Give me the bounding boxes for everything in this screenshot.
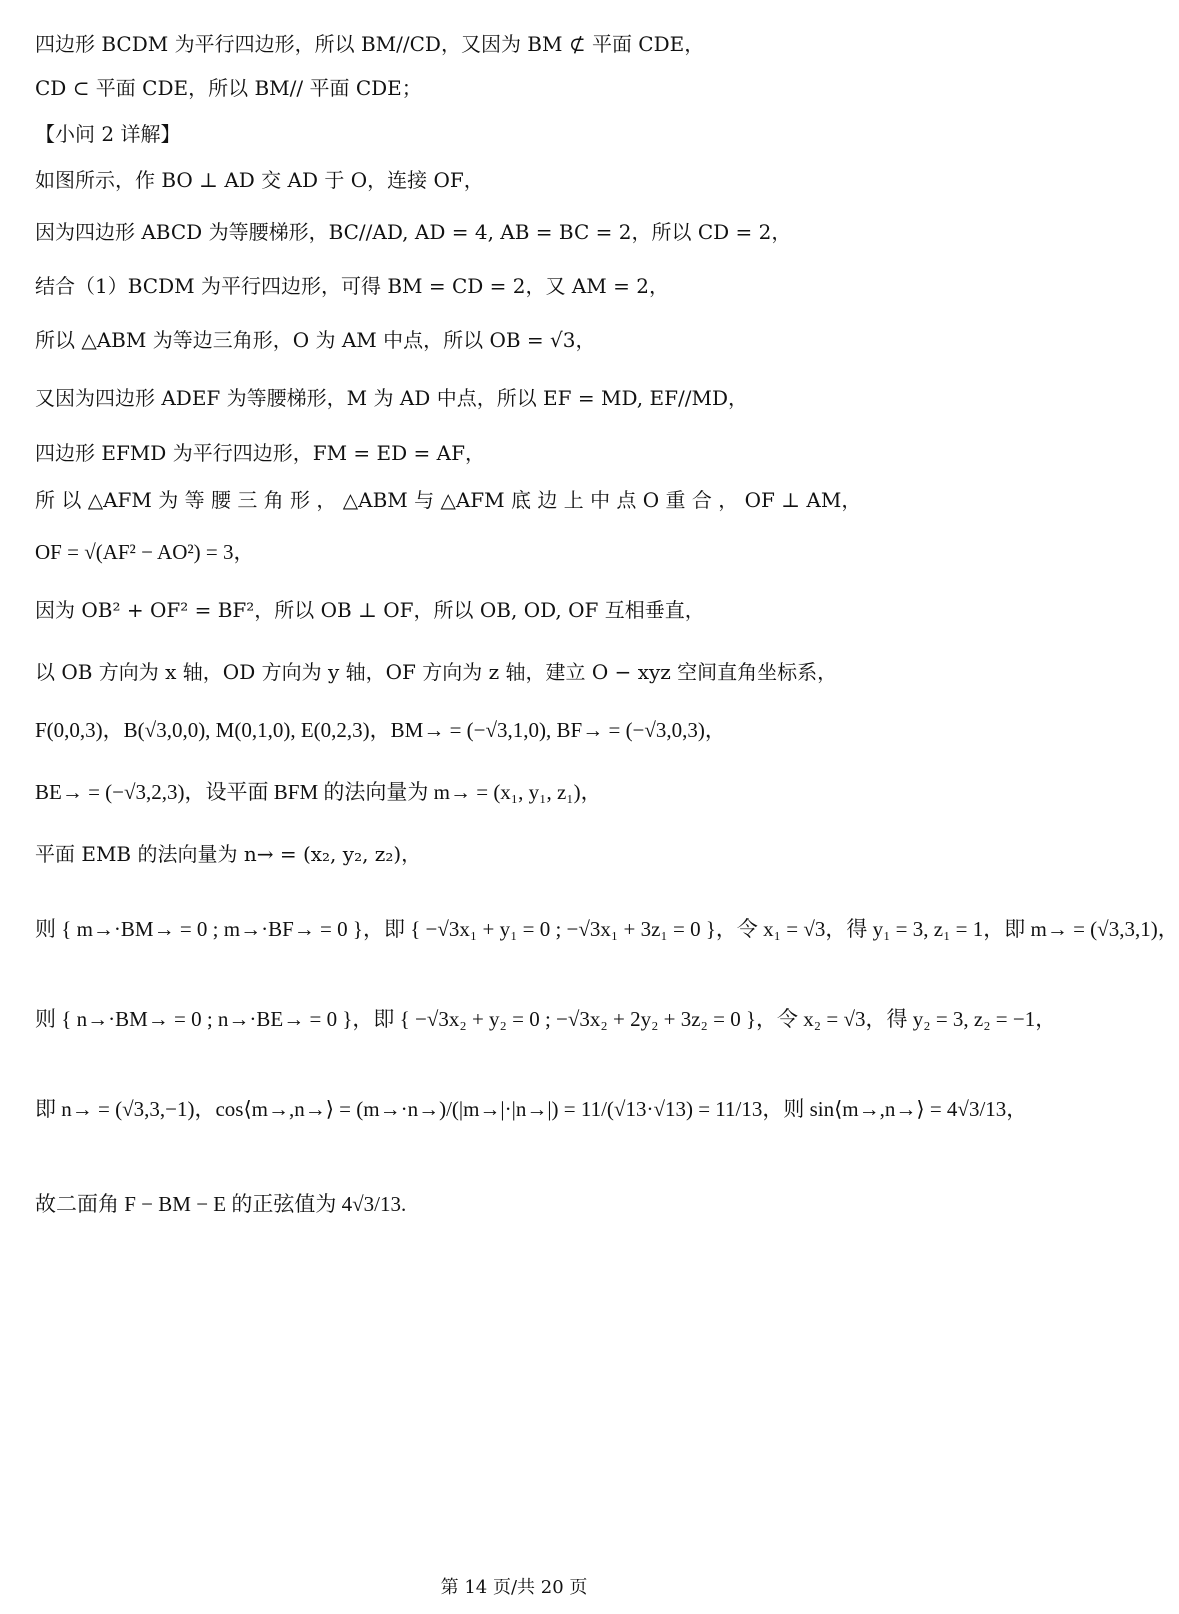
page-number-footer: 第 14 页/共 20 页 — [440, 1577, 588, 1598]
text-line-3: 如图所示，作 BO ⊥ AD 交 AD 于 O，连接 OF， — [35, 168, 484, 192]
equation-line-cos-sin: 即 n→ = (√3,3,−1)，cos⟨m→,n→⟩ = (m→·n→)/(|m→|·|n→|) = 11/(√13·√13) = 11/13，则 sin⟨m→,n→⟩ = 4√3/13， — [35, 1097, 1028, 1121]
equation-line-of: OF = √(AF² − AO²) = 3， — [35, 540, 255, 564]
section-heading: 【小问 2 详解】 — [35, 122, 181, 146]
system-equation-n: 则 { n→·BM→ = 0 ; n→·BE→ = 0 }，即 { −√3x₂ + y₂ = 0 ; −√3x₂ + 2y₂ + 3z₂ = 0 }，令 x₂ = √3，得 y₂ = 3, z₂ = −1， — [35, 1007, 1057, 1031]
text-line-12: 平面 EMB 的法向量为 n→ = (x₂, y₂, z₂)， — [35, 842, 422, 866]
text-line-5: 结合（1）BCDM 为平行四边形，可得 BM = CD = 2，又 AM = 2， — [35, 274, 669, 298]
text-line-9: 所 以 △AFM 为 等 腰 三 角 形 ， △ABM 与 △AFM 底 边 上 中 点 O 重 合 ， OF ⊥ AM， — [35, 488, 862, 512]
system-equation-m: 则 { m→·BM→ = 0 ; m→·BF→ = 0 }，即 { −√3x₁ + y₁ = 0 ; −√3x₁ + 3z₁ = 0 }，令 x₁ = √3，得 y₁ = 3, z₁ = 1，即 m→ = (√3,3,1)， — [35, 917, 1179, 941]
text-line-10: 因为 OB² + OF² = BF²，所以 OB ⊥ OF，所以 OB, OD, OF 互相垂直， — [35, 598, 705, 622]
text-line-2: CD ⊂ 平面 CDE，所以 BM// 平面 CDE； — [35, 76, 422, 100]
equation-line-normal-m: BE→ = (−√3,2,3)，设平面 BFM 的法向量为 m→ = (x₁, y₁, z₁)， — [35, 780, 602, 804]
text-line-1: 四边形 BCDM 为平行四边形，所以 BM//CD，又因为 BM ⊄ 平面 CDE， — [35, 32, 705, 56]
text-line-8: 四边形 EFMD 为平行四边形，FM = ED = AF， — [35, 441, 485, 465]
conclusion-line: 故二面角 F − BM − E 的正弦值为 4√3/13. — [35, 1192, 407, 1216]
text-line-7: 又因为四边形 ADEF 为等腰梯形，M 为 AD 中点，所以 EF = MD, EF//MD， — [35, 386, 748, 410]
text-line-4: 因为四边形 ABCD 为等腰梯形，BC//AD, AD = 4, AB = BC = 2，所以 CD = 2， — [35, 220, 792, 244]
text-line-11: 以 OB 方向为 x 轴，OD 方向为 y 轴，OF 方向为 z 轴，建立 O − xyz 空间直角坐标系， — [35, 660, 838, 684]
text-line-6: 所以 △ABM 为等边三角形，O 为 AM 中点，所以 OB = √3， — [35, 328, 596, 352]
equation-line-coordinates: F(0,0,3)，B(√3,0,0), M(0,1,0), E(0,2,3)，BM→ = (−√3,1,0), BF→ = (−√3,0,3)， — [35, 718, 726, 742]
